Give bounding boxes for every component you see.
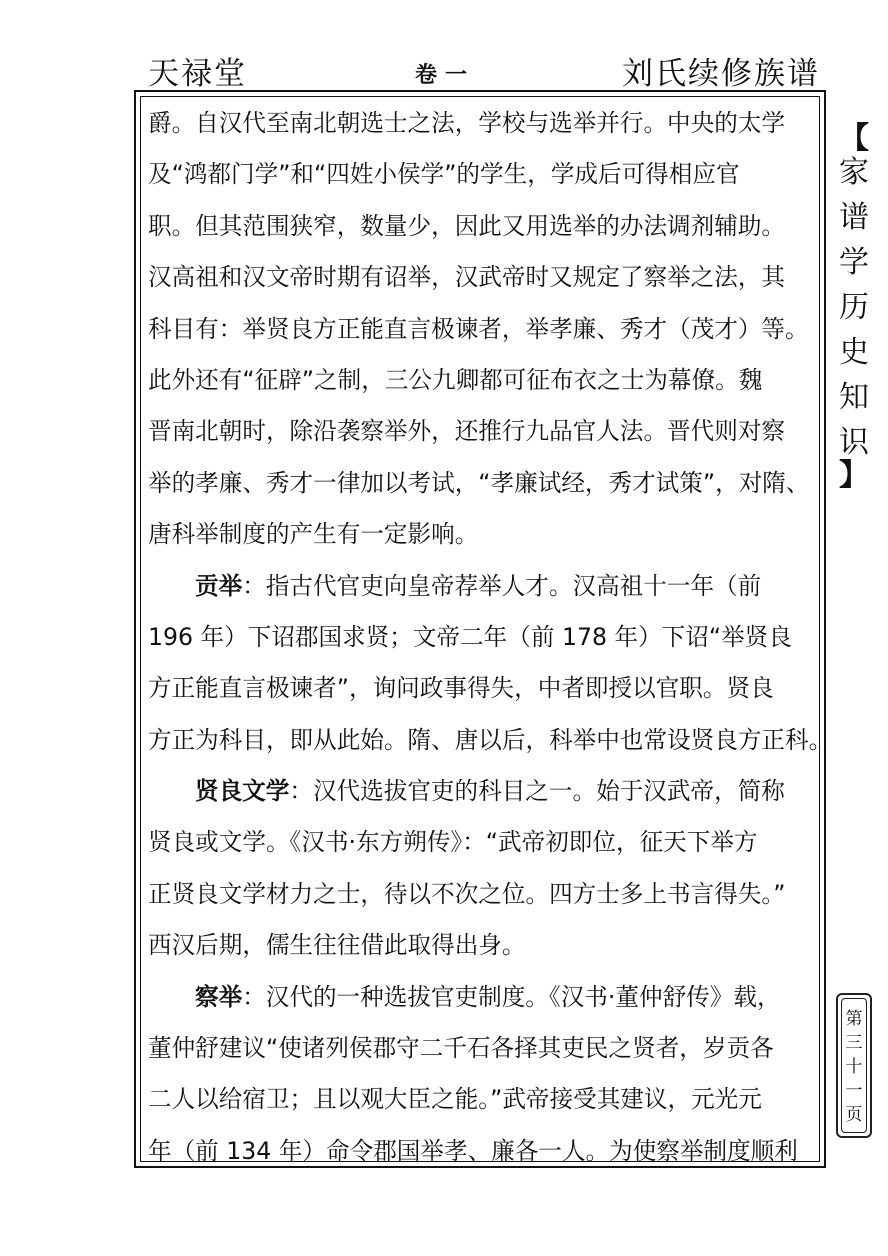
text-line: 年（前 134 年）命令郡国举孝、廉各一人。为使察举制度顺利	[148, 1136, 798, 1165]
page-number	[838, 1007, 870, 1127]
side-tab-char: 家	[839, 155, 869, 190]
term-gongju: 贡举	[195, 571, 243, 600]
text-line: ：汉代的一种选拔官吏制度。《汉书·董仲舒传》载，	[242, 982, 781, 1011]
text-line: 方正为科目，即从此始。隋、唐以后，科举中也常设贤良方正科。	[148, 725, 833, 754]
text-line: 董仲舒建议“使诸列侯郡守二千石各择其吏民之贤者，岁贡各	[148, 1034, 774, 1063]
text-line: ：汉代选拔官吏的科目之一。始于汉武帝，简称	[289, 777, 785, 806]
text-line: 爵。自汉代至南北朝选士之法，学校与选举并行。中央的太学	[148, 109, 786, 137]
text-line: 职。但其范围狭窄，数量少，因此又用选举的办法调剂辅助。	[148, 211, 786, 240]
text-line: 举的孝廉、秀才一律加以考试，“孝廉试经，秀才试策”，对隋、	[148, 468, 810, 497]
text-line: 此外还有“征辟”之制，三公九卿都可征布衣之士为幕僚。魏	[148, 365, 763, 394]
paragraph-xianliang	[148, 766, 808, 817]
side-tab-open-bracket: 【	[839, 121, 869, 156]
paragraph-chaju	[148, 972, 808, 1023]
side-tab-char: 学	[839, 245, 869, 280]
side-tab-char: 历	[839, 290, 869, 325]
side-tab-char: 史	[839, 335, 869, 370]
text-line: 晋南北朝时，除沿袭察举外，还推行九品官人法。晋代则对察	[148, 417, 786, 446]
text-line: 西汉后期，儒生往往借此取得出身。	[148, 931, 526, 960]
side-tab-char: 知	[839, 380, 869, 415]
header-volume: 卷一	[415, 62, 476, 88]
text-line: 贤良或文学。《汉书·东方朔传》：“武帝初即位，征天下举方	[148, 828, 758, 857]
text-line: ：指古代官吏向皇帝荐举人才。汉高祖十一年（前	[242, 571, 762, 600]
text-line: 方正能直言极谏者”，询问政事得失，中者即授以官职。贤良	[148, 674, 774, 703]
page-number-box	[836, 993, 872, 1138]
page-number-char: 三	[845, 1033, 863, 1053]
term-chaju: 察举	[195, 982, 243, 1011]
text-line: 唐科举制度的产生有一定影响。	[148, 520, 479, 549]
body-text	[148, 98, 833, 1177]
side-tab-char: 谱	[839, 200, 869, 235]
text-line: 196 年）下诏郡国求贤；文帝二年（前 178 年）下诏“举贤良	[148, 622, 792, 651]
header-book-title: 刘氏续修族谱	[622, 56, 820, 92]
text-line: 汉高祖和汉文帝时期有诏举，汉武帝时又规定了察举之法，其	[148, 263, 786, 292]
header-hall-name: 天禄堂	[148, 56, 247, 92]
text-line: 二人以给宿卫；且以观大臣之能。”武帝接受其建议，元光元	[148, 1085, 762, 1114]
text-line: 科目有：举贤良方正能直言极谏者，举孝廉、秀才（茂才）等。	[148, 314, 809, 343]
page-number-char: 十	[845, 1057, 863, 1077]
paragraph-gongju	[148, 561, 808, 612]
text-line: 及“鸿都门学”和“四姓小侯学”的学生，学成后可得相应官	[148, 160, 740, 189]
term-xianliang-wenxue: 贤良文学	[195, 777, 290, 806]
page-number-char: 第	[845, 1009, 863, 1029]
text-line: 正贤良文学材力之士，待以不次之位。四方士多上书言得失。”	[148, 879, 786, 908]
page-number-char: 一	[845, 1081, 863, 1101]
page-number-char: 页	[845, 1105, 863, 1125]
side-tab-char: 识	[839, 425, 869, 460]
section-side-tab	[834, 121, 874, 493]
side-tab-close-bracket: 】	[839, 458, 869, 493]
